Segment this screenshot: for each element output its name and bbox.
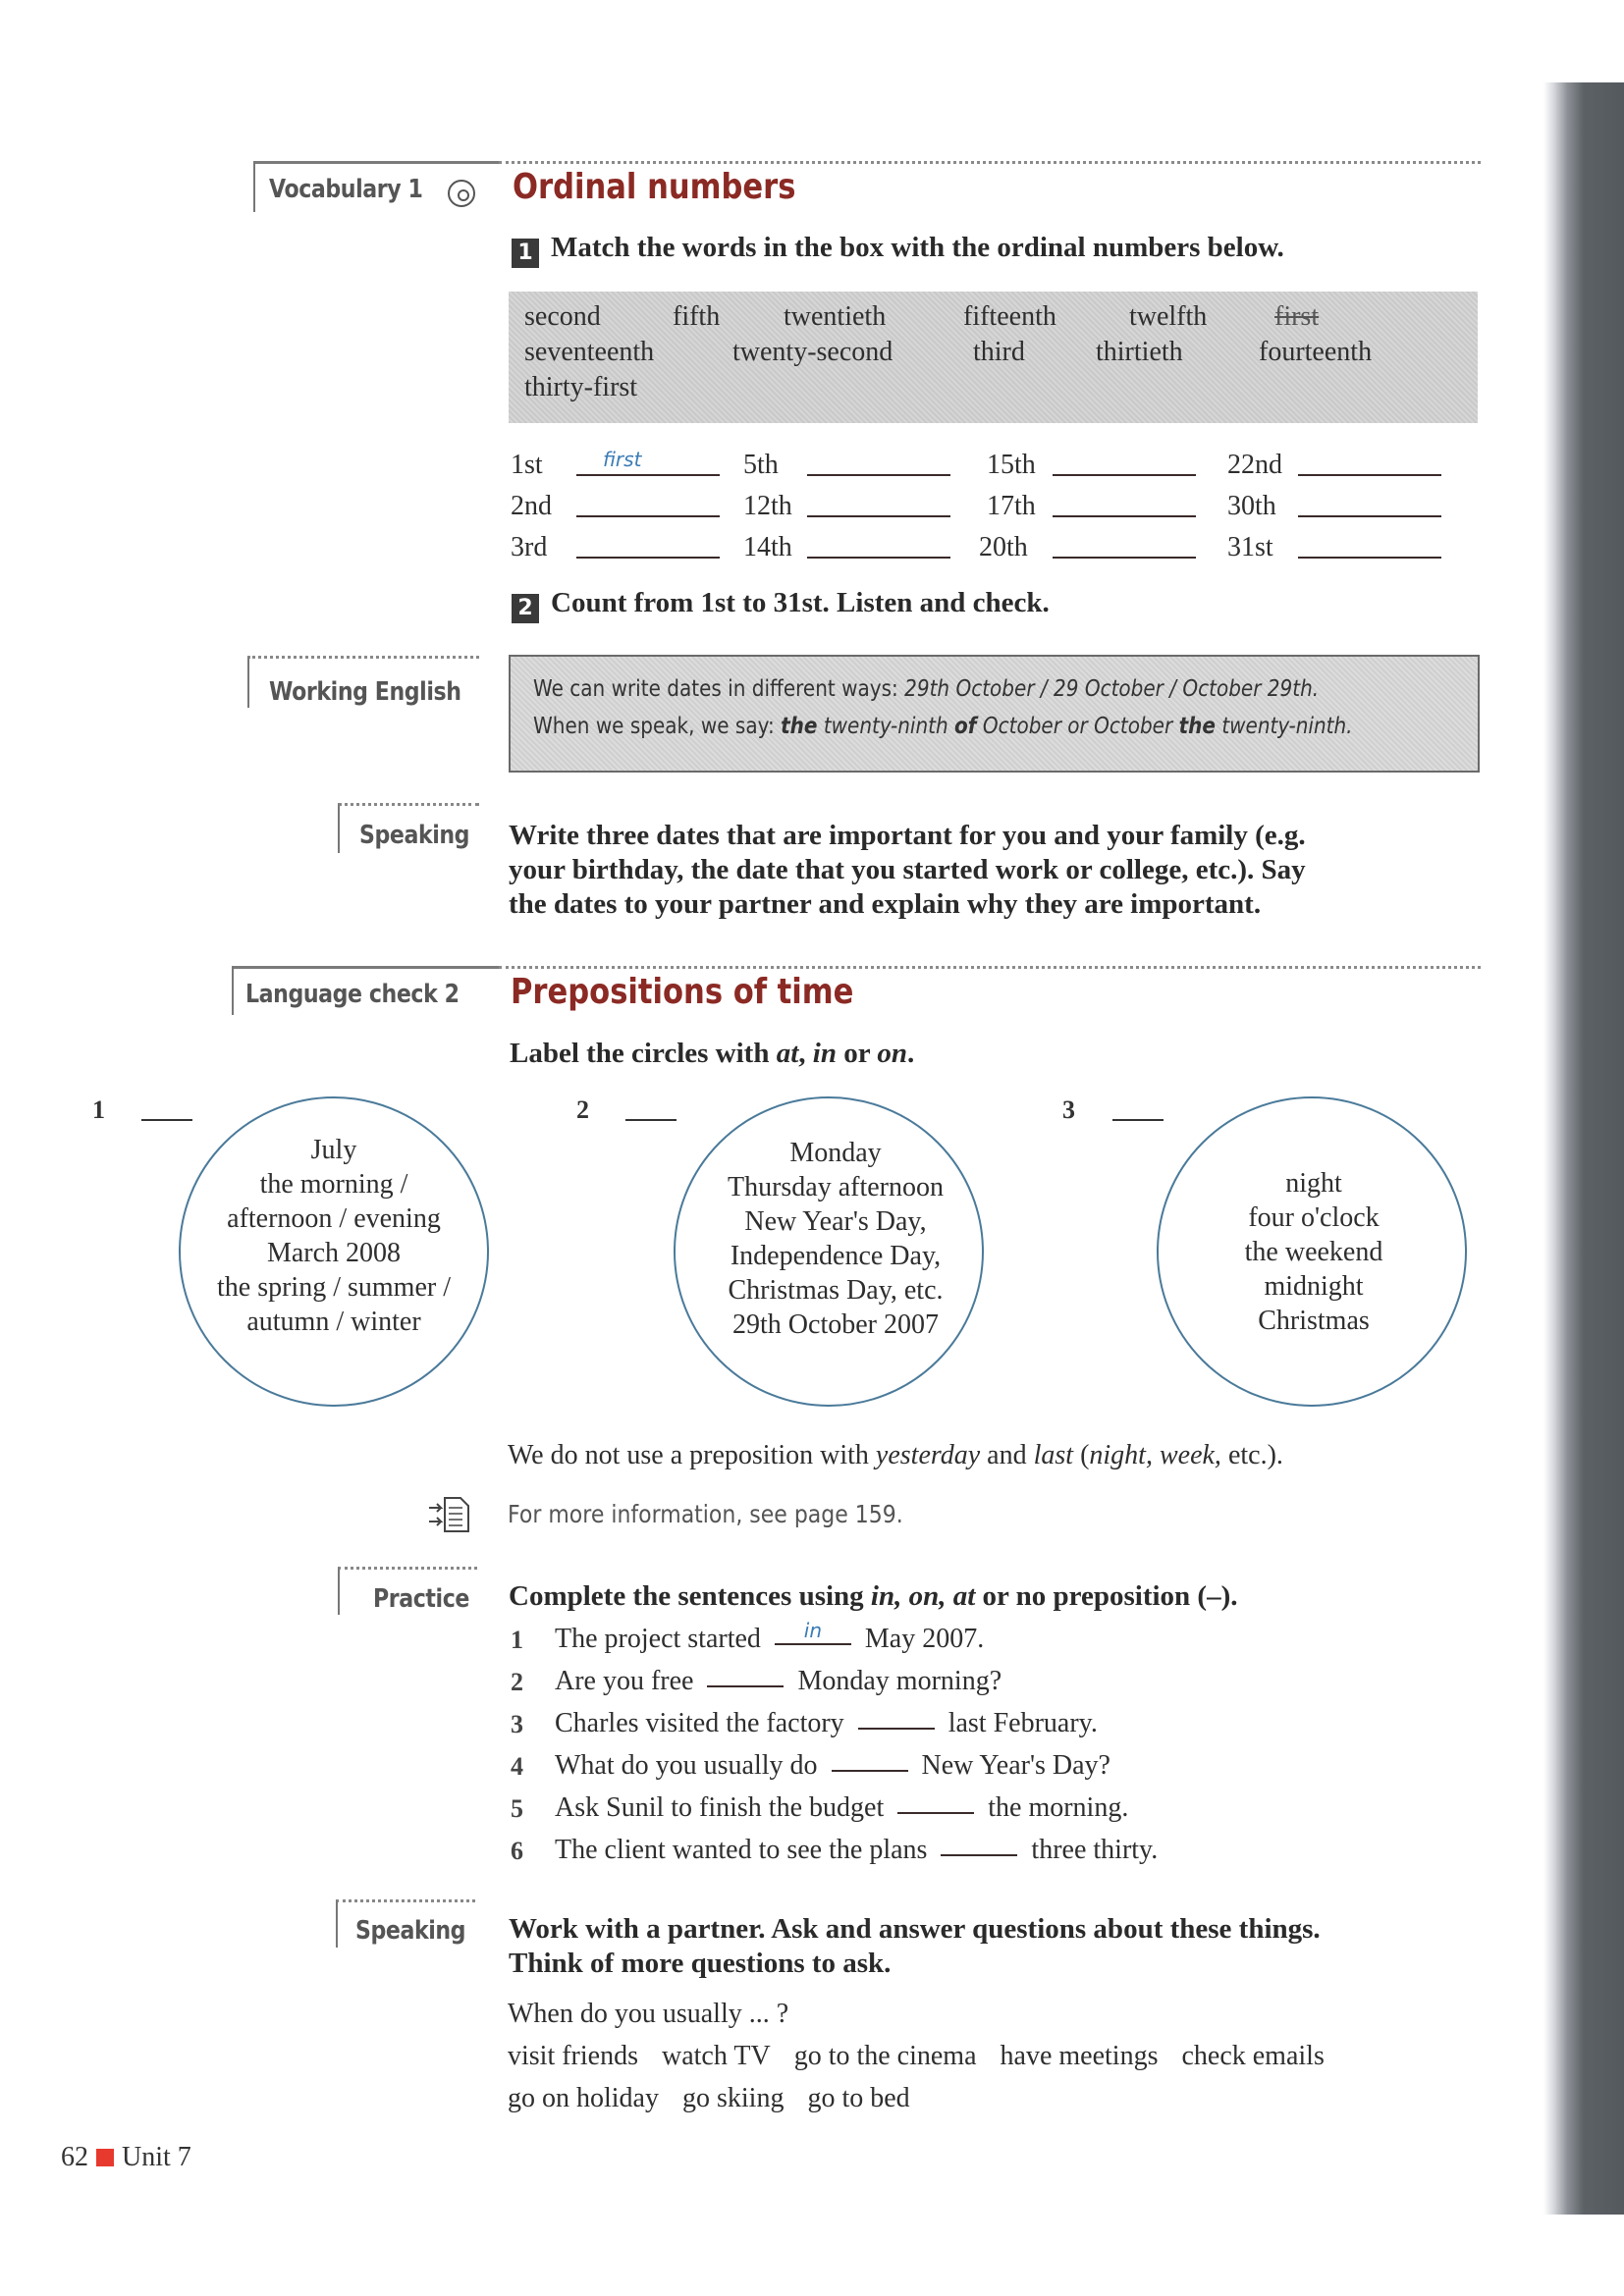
ordinal-label: 15th — [987, 450, 1036, 480]
bold-text: of — [954, 714, 977, 739]
sentence-end: the morning. — [988, 1792, 1129, 1823]
word-box-item: seventeenth — [524, 337, 655, 367]
ordinal-answer: first — [603, 448, 642, 471]
item-number: 5 — [511, 1794, 523, 1823]
ordinal-answer-blank[interactable] — [576, 515, 720, 517]
exercise-number-badge: 1 — [512, 239, 539, 268]
italic-text: night, week, — [1089, 1440, 1221, 1470]
plain-text: When we speak, we say: — [533, 714, 782, 739]
text-line: your birthday, the date that you started work or college, etc.). Say — [509, 854, 1306, 885]
ordinal-label: 31st — [1227, 532, 1273, 562]
practice-side-label: Practice — [373, 1584, 469, 1614]
circle-line: March 2008 — [266, 1238, 402, 1268]
plain-text: or — [836, 1038, 878, 1069]
word-box-item: fifteenth — [963, 301, 1056, 332]
side-bracket — [232, 966, 234, 1015]
language-check-side-label: Language check 2 — [245, 980, 460, 1009]
word-box-item: fourteenth — [1259, 337, 1373, 367]
ordinal-label: 17th — [987, 491, 1036, 521]
sentence-start: The project started — [555, 1624, 761, 1654]
unit-label: Unit 7 — [122, 2142, 191, 2172]
circle-number: 3 — [1062, 1095, 1075, 1124]
italic-text: yesterday — [875, 1440, 981, 1470]
sentence-start: Charles visited the factory — [555, 1708, 844, 1738]
instruction-text: Match the words in the box with the ordinal numbers below. — [551, 232, 1284, 263]
answer-blank[interactable] — [941, 1854, 1017, 1856]
word-box-item: twenty-second — [732, 337, 893, 367]
ordinal-answer-blank[interactable] — [1053, 474, 1196, 476]
practice-item — [555, 1792, 1128, 1824]
circle-line: autumn / winter — [246, 1307, 421, 1337]
page-number: 62 — [61, 2142, 88, 2172]
item-number: 3 — [511, 1710, 523, 1738]
word-box-item: second — [524, 301, 601, 332]
working-english-line-2 — [533, 714, 1353, 739]
practice-item — [555, 1835, 1158, 1866]
circle-line: four o'clock — [1248, 1202, 1380, 1233]
working-english-box — [509, 655, 1480, 773]
working-english-line-1 — [533, 676, 1319, 702]
cd-icon[interactable] — [448, 180, 475, 207]
plain-text: or no preposition (–). — [975, 1580, 1238, 1612]
activity-item: have meetings — [1000, 2041, 1159, 2071]
text-line: Think of more questions to ask. — [509, 1948, 892, 1979]
ordinal-label: 2nd — [511, 491, 552, 521]
circle-line: Christmas — [1258, 1306, 1370, 1336]
practice-item — [555, 1750, 1110, 1782]
word-box-item: thirty-first — [524, 372, 638, 402]
circle-line: the weekend — [1244, 1237, 1383, 1267]
section-title-prepositions: Prepositions of time — [511, 972, 854, 1012]
section-rule-accent — [253, 161, 499, 164]
circle-line: 29th October 2007 — [732, 1309, 939, 1340]
section-title-ordinal-numbers: Ordinal numbers — [513, 167, 796, 207]
circle-number: 1 — [92, 1095, 105, 1124]
sentence-start: Are you free — [555, 1666, 694, 1696]
word-box-item: thirtieth — [1096, 337, 1183, 367]
plain-text: Label the circles with — [510, 1038, 777, 1069]
page-footer — [61, 2142, 191, 2173]
exercise-2-instruction — [512, 587, 1050, 623]
unit-marker-square — [96, 2149, 114, 2166]
activities-row-2 — [508, 2083, 934, 2114]
italic-text: twenty-ninth. — [1215, 714, 1353, 739]
circle-2-text — [680, 1136, 991, 1342]
item-number: 6 — [511, 1837, 523, 1865]
ordinal-label: 22nd — [1227, 450, 1282, 480]
plain-text: We do not use a preposition with — [508, 1440, 876, 1470]
activity-item: go skiing — [682, 2083, 785, 2113]
circle-line: night — [1285, 1168, 1342, 1199]
section-rule — [499, 161, 1481, 164]
item-number: 2 — [511, 1668, 523, 1696]
activities-row-1 — [508, 2041, 1348, 2072]
sentence-end: May 2007. — [864, 1624, 985, 1654]
activity-item: go to bed — [807, 2083, 910, 2113]
circle-line: Thursday afternoon — [727, 1172, 945, 1202]
circle-line: Christmas Day, etc. — [728, 1275, 944, 1306]
bold-text: the — [781, 714, 818, 739]
section-rule-accent — [232, 966, 499, 969]
circle-number: 2 — [576, 1095, 589, 1124]
text-line: the dates to your partner and explain why they are important. — [509, 888, 1262, 920]
plain-text: ( — [1073, 1440, 1090, 1470]
italic-text: twenty-ninth — [817, 714, 955, 739]
word-box-item: twelfth — [1129, 301, 1208, 332]
circle-line: New Year's Day, — [744, 1206, 927, 1237]
word-box-item: third — [973, 337, 1025, 367]
plain-text: . — [906, 1038, 915, 1069]
ordinal-label: 1st — [511, 450, 543, 480]
circle-line: Monday — [789, 1138, 882, 1168]
label-circles-instruction — [510, 1038, 914, 1070]
answer-blank[interactable] — [897, 1812, 974, 1814]
italic-text: in, on, at — [870, 1580, 976, 1612]
cd-hole — [458, 189, 469, 201]
ordinal-answer-blank[interactable] — [1298, 474, 1441, 476]
ordinal-answer-blank[interactable] — [576, 557, 720, 559]
italic-text: October or October — [976, 714, 1179, 739]
ordinal-answer-blank[interactable] — [807, 474, 950, 476]
grammar-note — [508, 1440, 1283, 1471]
practice-item — [555, 1708, 1098, 1739]
ordinal-label: 12th — [743, 491, 792, 521]
item-number: 1 — [511, 1626, 523, 1654]
sentence-end: three thirty. — [1031, 1835, 1159, 1865]
side-bracket — [253, 161, 255, 212]
ordinal-answer-blank[interactable] — [1053, 557, 1196, 559]
ordinal-answer-blank[interactable] — [576, 474, 720, 476]
ordinal-answer-blank[interactable] — [1298, 557, 1441, 559]
answer-blank[interactable] — [707, 1685, 784, 1687]
instruction-text: Count from 1st to 31st. Listen and check. — [551, 587, 1050, 618]
circle-line: July — [310, 1135, 357, 1165]
word-box-item: twentieth — [784, 301, 887, 332]
circle-line: midnight — [1264, 1271, 1364, 1302]
section-rule — [499, 966, 1481, 969]
text-line: Work with a partner. Ask and answer questions about these things. — [509, 1913, 1321, 1945]
item-number: 4 — [511, 1752, 523, 1781]
page-binding-shadow — [1543, 82, 1624, 2215]
speaking-instruction — [509, 1912, 1321, 1981]
activity-item: watch TV — [662, 2041, 771, 2071]
circle-answer-blank[interactable] — [625, 1119, 677, 1121]
plain-text: , — [798, 1038, 813, 1069]
ordinal-label: 5th — [743, 450, 779, 480]
ordinal-label: 14th — [743, 532, 792, 562]
activity-item: go to the cinema — [793, 2041, 977, 2071]
sentence-end: New Year's Day? — [921, 1750, 1110, 1781]
answer-blank[interactable] — [775, 1619, 851, 1645]
word-box-item: fifth — [673, 301, 721, 332]
ordinal-answer-blank[interactable] — [807, 515, 950, 517]
speaking-instruction — [509, 819, 1306, 922]
circle-line: the morning / — [259, 1169, 408, 1200]
vocabulary-side-label: Vocabulary 1 — [269, 175, 423, 204]
ordinal-answer-blank[interactable] — [807, 557, 950, 559]
practice-instruction — [509, 1580, 1238, 1613]
activity-item: visit friends — [508, 2041, 638, 2071]
answer-blank[interactable] — [858, 1728, 935, 1730]
plain-text: Complete the sentences using — [509, 1580, 871, 1612]
activity-item: go on holiday — [508, 2083, 659, 2113]
sentence-end: Monday morning? — [797, 1666, 1002, 1696]
activity-item: check emails — [1181, 2041, 1325, 2071]
sentence-start: What do you usually do — [555, 1750, 818, 1781]
italic-text: last — [1033, 1440, 1074, 1470]
working-english-side-label: Working English — [269, 677, 461, 707]
ordinal-answer-blank[interactable] — [1053, 515, 1196, 517]
ordinal-label: 3rd — [511, 532, 548, 562]
circle-line: afternoon / evening — [227, 1203, 441, 1234]
circle-line: Independence Day, — [730, 1241, 942, 1271]
exercise-1-instruction — [512, 232, 1284, 268]
circle-1-text — [179, 1133, 489, 1339]
circle-3-text — [1159, 1166, 1469, 1338]
circle-answer-blank[interactable] — [141, 1119, 192, 1121]
cross-reference-icon[interactable] — [427, 1494, 474, 1533]
practice-item — [555, 1619, 985, 1655]
circle-line: the spring / summer / — [217, 1272, 451, 1303]
ordinal-answer-blank[interactable] — [1298, 515, 1441, 517]
italic-text: 29th October / 29 October / October 29th. — [904, 676, 1320, 702]
plain-text: We can write dates in different ways: — [533, 676, 905, 702]
bold-text: the — [1178, 714, 1216, 739]
answer-blank[interactable] — [832, 1770, 908, 1772]
more-info-link[interactable]: For more information, see page 159. — [508, 1500, 903, 1528]
speaking-side-label: Speaking — [359, 821, 470, 850]
italic-text: on — [877, 1038, 907, 1069]
circle-answer-blank[interactable] — [1112, 1119, 1164, 1121]
ordinal-label: 30th — [1227, 491, 1276, 521]
sentence-start: Ask Sunil to finish the budget — [555, 1792, 885, 1823]
exercise-number-badge: 2 — [512, 594, 539, 623]
ordinal-label: 20th — [979, 532, 1028, 562]
sentence-end: last February. — [947, 1708, 1098, 1738]
question-prompt: When do you usually ... ? — [508, 1999, 789, 2029]
speaking-side-label: Speaking — [355, 1916, 466, 1946]
italic-text: in — [812, 1038, 837, 1069]
text-line: Write three dates that are important for you and your family (e.g. — [509, 820, 1306, 851]
filled-answer: in — [803, 1619, 823, 1642]
practice-item — [555, 1666, 1001, 1697]
sentence-start: The client wanted to see the plans — [555, 1835, 928, 1865]
plain-text: and — [980, 1440, 1034, 1470]
italic-text: at — [776, 1038, 799, 1069]
plain-text: etc.). — [1220, 1440, 1283, 1470]
word-box-item-struck: first — [1274, 301, 1320, 332]
word-box — [509, 292, 1478, 423]
